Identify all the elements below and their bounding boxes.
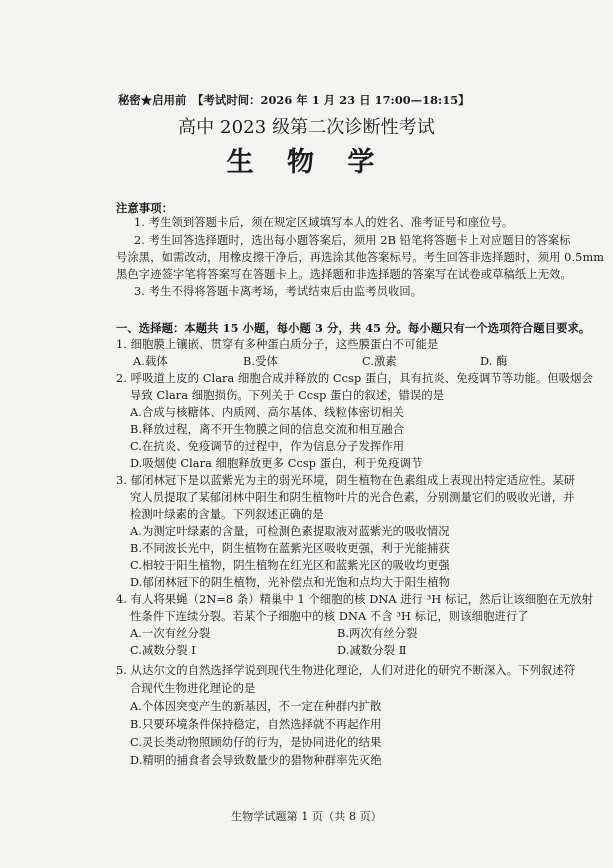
notice-line: 3. 考生不得将答题卡离考场，考试结束后由监考员收回。 <box>134 285 423 298</box>
option: D.精明的捕食者会导致数量少的猎物种群率先灭绝 <box>130 754 382 767</box>
option: B.只要环境条件保持稳定，自然选择就不再起作用 <box>130 718 382 731</box>
notice-heading: 注意事项： <box>116 201 173 215</box>
confidential-header: 秘密★启用前 【考试时间：2026 年 1 月 23 日 17:00—18:15】 <box>118 93 470 107</box>
option: D.吸烟使 Clara 细胞释放更多 Ccsp 蛋白，利于免疫调节 <box>130 457 423 470</box>
option: C.相较于阳生植物，阴生植物在红光区和蓝紫光区的吸收均更强 <box>130 559 450 572</box>
option: D.郁闭林冠下的阴生植物，光补偿点和光饱和点均大于阳生植物 <box>130 576 451 589</box>
option: D.减数分裂 Ⅱ <box>337 644 407 657</box>
notice-line: 号涂黑，如需改动，用橡皮擦干净后，再选涂其他答案标号。考生回答非选择题时，须用 0.5mm <box>116 251 605 264</box>
option: A.合成与核糖体、内质网、高尔基体、线粒体密切相关 <box>130 406 405 419</box>
question-stem: 2. 呼吸道上皮的 Clara 细胞合成并释放的 Ccsp 蛋白，具有抗炎、免疫调节等功能。但吸烟会 <box>116 372 593 385</box>
page-footer: 生物学试题第 1 页（共 8 页） <box>231 810 382 823</box>
question-stem: 究人员提取了某郁闭林中阳生和阴生植物叶片的光合色素，分别测量它们的吸收光谱，并 <box>130 491 575 504</box>
subject-title: 生 物 学 <box>226 147 387 178</box>
option: A.一次有丝分裂 <box>130 627 211 640</box>
section-heading: 一、选择题：本题共 15 小题，每小题 3 分，共 45 分。每小题只有一个选项符合题目要求。 <box>116 321 591 335</box>
question-stem: 合现代生物进化理论的是 <box>130 682 256 695</box>
option: D. 酶 <box>480 355 508 368</box>
question-stem: 4. 有人将果蝇（2N=8 条）精巢中 1 个细胞的核 DNA 进行 ³H 标记，然后让该细胞在无放射 <box>116 593 594 606</box>
option: A.载体 <box>133 355 168 368</box>
option: C.在抗炎、免疫调节的过程中，作为信息分子发挥作用 <box>130 440 405 453</box>
exam-title: 高中 2023 级第二次诊断性考试 <box>178 117 435 138</box>
option: C.灵长类动物照顾幼仔的行为，是协同进化的结果 <box>130 736 382 749</box>
question-stem: 导致 Clara 细胞损伤。下列关于 Ccsp 蛋白的叙述，错误的是 <box>130 389 445 402</box>
option: B.不同波长光中，阴生植物在蓝紫光区吸收更强，利于光能捕获 <box>130 542 450 555</box>
option: B.受体 <box>243 355 278 368</box>
option: C.激素 <box>362 355 397 368</box>
option: A.个体因突变产生的新基因，不一定在种群内扩散 <box>130 700 382 713</box>
notice-line: 黑色字迹签字笔将答案写在答题卡上。选择题和非选择题的答案写在试卷或草稿纸上无效。 <box>116 268 572 281</box>
notice-line: 1. 考生领到答题卡后，须在规定区域填写本人的姓名、准考证号和座位号。 <box>134 216 514 229</box>
option: C.减数分裂 Ⅰ <box>130 644 196 657</box>
question-stem: 检测叶绿素的含量。下列叙述正确的是 <box>130 508 324 521</box>
option: B.释放过程，离不开生物膜之间的信息交流和相互融合 <box>130 423 405 436</box>
question-stem: 性条件下连续分裂。若某个子细胞中的核 DNA 不含 ³H 标记，则该细胞进行了 <box>130 610 529 623</box>
question-stem: 3. 郁闭林冠下是以蓝紫光为主的弱光环境，阴生植物在色素组成上表现出特定适应性。某研 <box>116 474 576 487</box>
option: A.为测定叶绿素的含量，可检测色素提取液对蓝紫光的吸收情况 <box>130 525 450 538</box>
option: B.两次有丝分裂 <box>337 627 418 640</box>
question-stem: 5. 从达尔文的自然选择学说到现代生物进化理论，人们对进化的研究不断深入。下列叙述符 <box>116 664 576 677</box>
question-stem: 1. 细胞膜上镶嵌、贯穿有多种蛋白质分子，这些膜蛋白不可能是 <box>116 338 439 351</box>
notice-line: 2. 考生回答选择题时，选出每小题答案后，须用 2B 铅笔将答题卡上对应题目的答案标 <box>134 234 571 247</box>
